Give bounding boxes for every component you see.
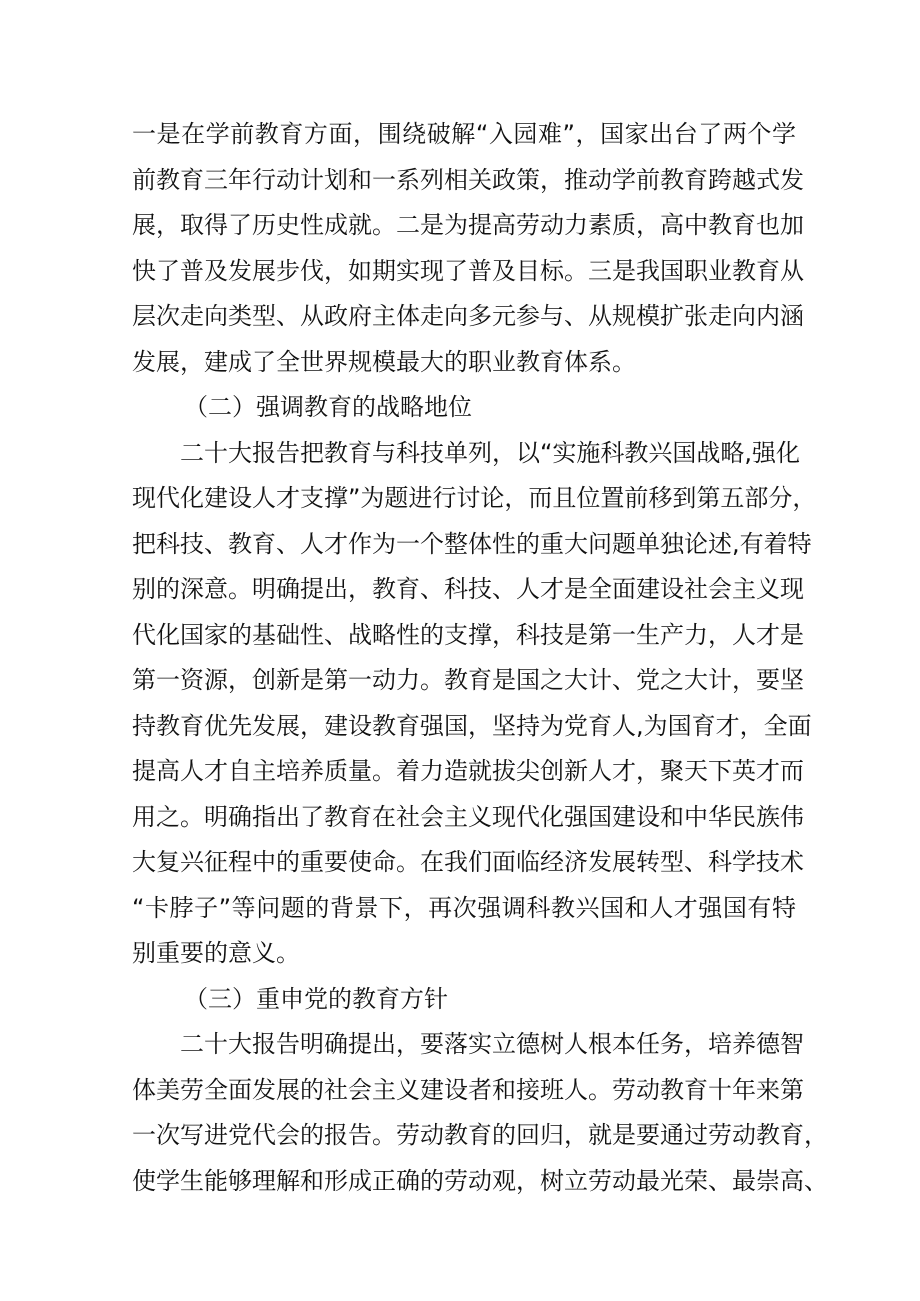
text-line: 一是在学前教育方面，围绕破解“入园难”，国家出台了两个学 — [132, 120, 796, 148]
section-heading: （三）重申党的教育方针 — [184, 984, 448, 1013]
text-line: 二十大报告明确提出，要落实立德树人根本任务，培养德智 — [180, 1030, 804, 1058]
text-line: 持教育优先发展，建设教育强国，坚持为党育人,为国育才，全面 — [132, 711, 812, 740]
text-line: 体美劳全面发展的社会主义建设者和接班人。劳动教育十年来第 — [132, 1075, 804, 1104]
text-line: 别的深意。明确提出，教育、科技、人才是全面建设社会主义现 — [132, 575, 804, 603]
text-line: 发展，建成了全世界规模最大的职业教育体系。 — [132, 347, 636, 376]
text-line: 第一资源，创新是第一动力。教育是国之大计、党之大计，要坚 — [132, 666, 804, 694]
text-line: 层次走向类型、从政府主体走向多元参与、从规模扩张走向内涵 — [132, 302, 804, 330]
text-line: 大复兴征程中的重要使命。在我们面临经济发展转型、科学技术 — [132, 848, 804, 876]
text-line: 把科技、教育、人才作为一个整体性的重大问题单独论述,有着特 — [132, 529, 812, 558]
text-line: 提高人才自主培养质量。着力造就拔尖创新人才，聚天下英才而 — [132, 757, 804, 785]
text-line: 展，取得了历史性成就。二是为提高劳动力素质，高中教育也加 — [132, 211, 804, 239]
text-line: 快了普及发展步伐，如期实现了普及目标。三是我国职业教育从 — [132, 256, 804, 285]
text-line: “卡脖子”等问题的背景下，再次强调科教兴国和人才强国有特 — [132, 893, 796, 922]
text-line: 使学生能够理解和形成正确的劳动观，树立劳动最光荣、最崇高、 — [132, 1166, 828, 1195]
text-line: 现代化建设人才支撑”为题进行讨论，而且位置前移到第五部分， — [132, 484, 817, 512]
text-line: 前教育三年行动计划和一系列相关政策，推动学前教育跨越式发 — [132, 165, 804, 194]
document-body — [132, 112, 828, 1204]
text-line: 别重要的意义。 — [132, 939, 300, 967]
text-line: 二十大报告把教育与科技单列，以“实施科教兴国战略,强化 — [180, 438, 801, 467]
text-line: 代化国家的基础性、战略性的支撑，科技是第一生产力，人才是 — [132, 620, 804, 649]
text-line: 一次写进党代会的报告。劳动教育的回归，就是要通过劳动教育， — [132, 1121, 828, 1149]
text-line: 用之。明确指出了教育在社会主义现代化强国建设和中华民族伟 — [132, 802, 804, 831]
section-heading: （二）强调教育的战略地位 — [184, 393, 472, 421]
